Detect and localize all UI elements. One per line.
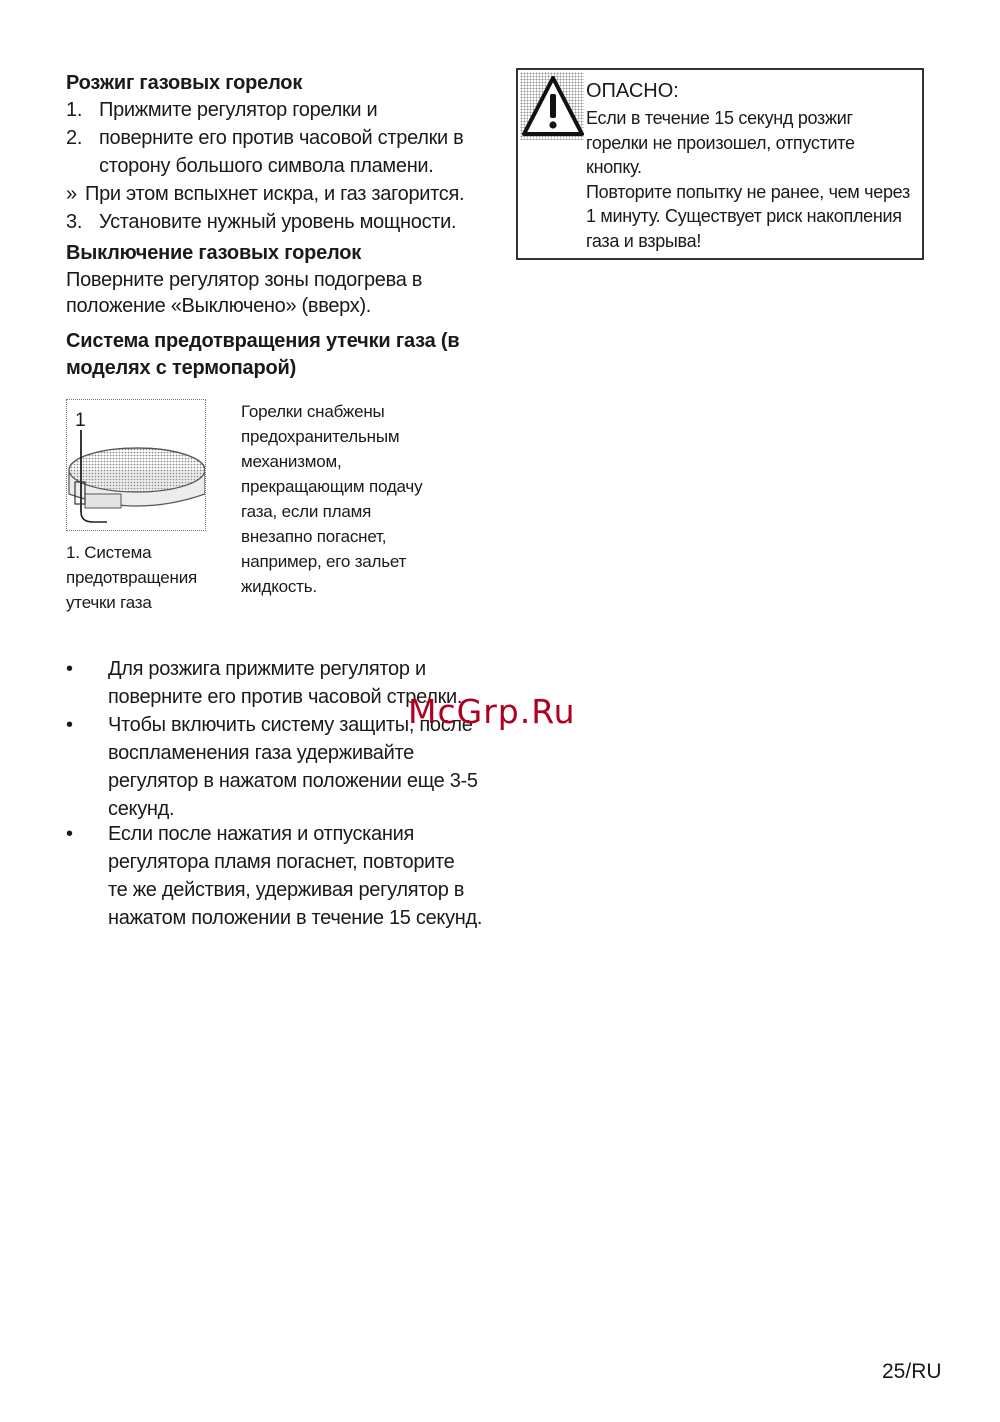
heading-turn-off: Выключение газовых горелок	[66, 242, 362, 264]
page-number: 25/RU	[882, 1360, 942, 1383]
bullet-item: • Если после нажатия и отпускания регулятора пламя погаснет, повторите те же действия, удерживая регулятор в нажатом положении в течение 15 секунд.	[66, 823, 483, 929]
heading-gas-safety-1: Система предотвращения утечки газа (в	[66, 330, 460, 352]
figure-caption: 1. Система предотвращения утечки газа	[66, 543, 198, 612]
heading-ignition: Розжиг газовых горелок	[66, 72, 303, 94]
bullet-item: • Чтобы включить систему защиты, после воспламенения газа удерживайте регулятор в нажатом положении еще 3-5 секунд.	[66, 714, 478, 820]
warning-triangle-icon	[520, 72, 584, 140]
bullet-item: • Для розжига прижмите регулятор и поверните его против часовой стрелки.	[66, 658, 463, 708]
figure-callout-number: 1	[75, 410, 86, 431]
warning-title: ОПАСНО:	[586, 80, 679, 102]
warning-text: Если в течение 15 секунд розжиг горелки не произошел, отпустите кнопку. Повторите попытку не ранее, чем через 1 минуту. Существует риск накопления газа и взрыва!	[586, 108, 910, 251]
watermark: McGrp.Ru	[408, 692, 576, 731]
burner-figure	[66, 399, 206, 531]
figure-side-text: Горелки снабжены предохранительным механизмом, прекращающим подачу газа, если пламя внезапно погаснет, например, его зальет жидкость.	[241, 402, 423, 596]
danger-warning-box	[516, 68, 924, 260]
heading-gas-safety-2: моделях с термопарой)	[66, 357, 297, 379]
turn-off-line-2: положение «Выключено» (вверх).	[66, 295, 372, 317]
ignition-steps: 1. Прижмите регулятор горелки и 2. поверните его против часовой стрелки в сторону большого символа пламени. » При этом вспыхнет искра, и газ загорится. 3. Установите нужный уровень мощности.	[66, 99, 465, 233]
turn-off-line-1: Поверните регулятор зоны подогрева в	[66, 269, 423, 291]
burner-illustration	[67, 400, 205, 530]
